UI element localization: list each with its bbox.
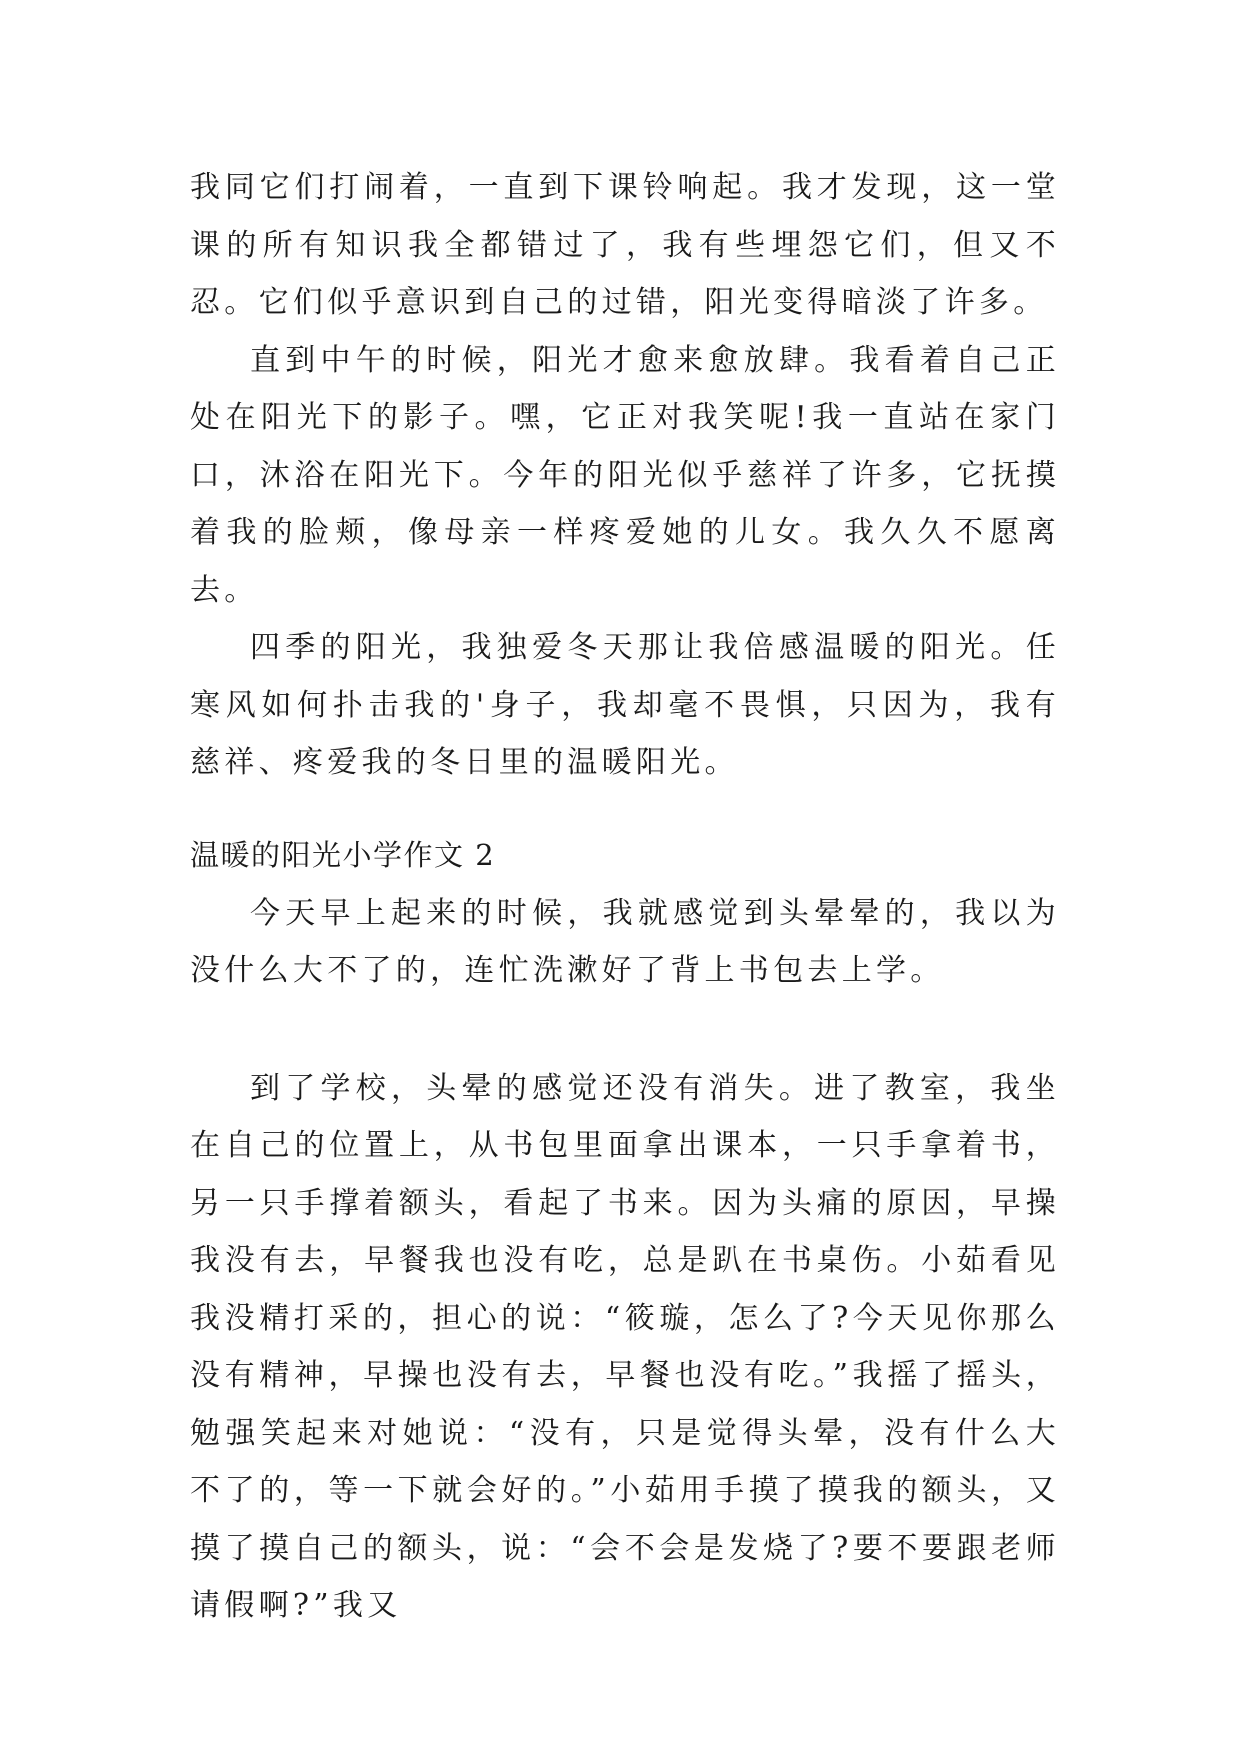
essay2-paragraph-1: 今天早上起来的时候，我就感觉到头晕晕的，我以为没什么大不了的，连忙洗漱好了背上书包去上学。 xyxy=(190,895,1060,988)
essay1-paragraph-1: 我同它们打闹着，一直到下课铃响起。我才发现，这一堂课的所有知识我全都错过了，我有些埋怨它们，但又不忍。它们似乎意识到自己的过错，阳光变得暗淡了许多。 xyxy=(190,170,1060,320)
essay2-paragraph-2: 到了学校，头晕的感觉还没有消失。进了教室，我坐在自己的位置上，从书包里面拿出课本，一只手拿着书，另一只手撑着额头，看起了书来。因为头痛的原因，早操我没有去，早餐我也没有吃，总是趴在书桌伤。小茹看见我没精打采的，担心的说：“筱璇，怎么了?今天见你那么没有精神，早操也没有去，早餐也没有吃。”我摇了摇头，勉强笑起来对她说：“没有，只是觉得头晕，没有什么大不了的，等一下就会好的。”小茹用手摸了摸我的额头，又摸了摸自己的额头，说：“会不会是发烧了?要不要跟老师请假啊?”我又 xyxy=(190,1070,1060,1623)
essay2-title: 温暖的阳光小学作文 2 xyxy=(190,837,496,872)
essay1-paragraph-3: 四季的阳光，我独爱冬天那让我倍感温暖的阳光。任寒风如何扑击我的'身子，我却毫不畏惧，只因为，我有慈祥、疼爱我的冬日里的温暖阳光。 xyxy=(190,630,1060,780)
section-spacer xyxy=(190,792,1060,825)
paragraph-spacer xyxy=(190,1000,1060,1060)
document-body xyxy=(190,159,1060,1635)
essay1-paragraph-2: 直到中午的时候，阳光才愈来愈放肆。我看着自己正处在阳光下的影子。嘿，它正对我笑呢!我一直站在家门口，沐浴在阳光下。今年的阳光似乎慈祥了许多，它抚摸着我的脸颊，像母亲一样疼爱她的儿女。我久久不愿离去。 xyxy=(190,342,1060,608)
